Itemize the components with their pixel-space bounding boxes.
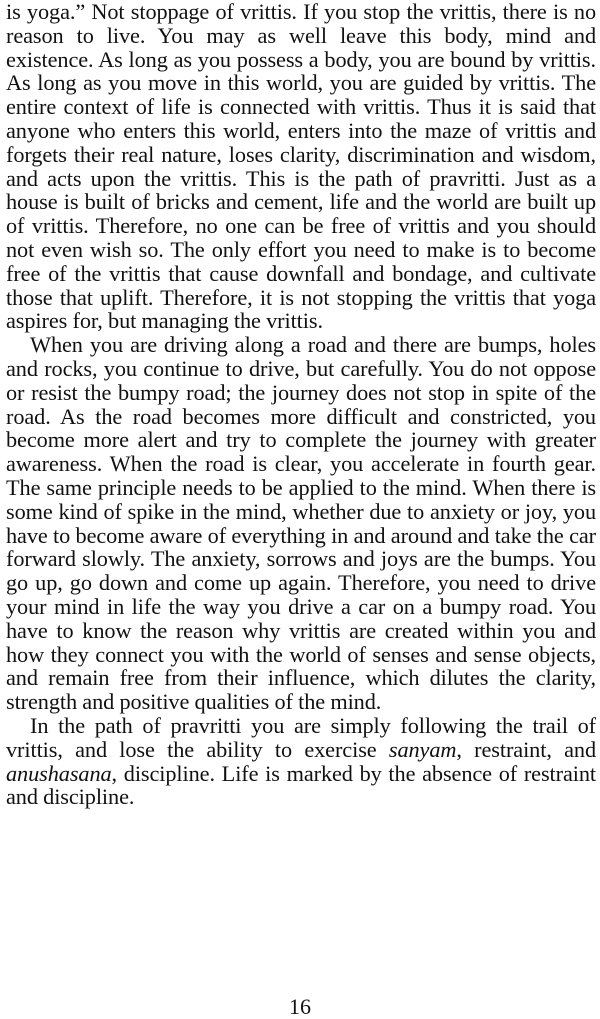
page-number: 16 [289,994,311,1019]
paragraph-2 [6,333,596,714]
paragraph-3 [6,714,596,809]
paragraph-1 [6,0,596,333]
paragraph-2-text: When you are driving along a road and there are bumps, holes and rocks, you continue to drive, but carefully. You do not oppose or resist the bumpy road; the journey does not stop in spite of the road. As the road becomes more difficult and constricted, you become more alert and try to complete the journey with greater awareness. When the road is clear, you accelerate in fourth gear. The same principle needs to be applied to the mind. When there is some kind of spike in the mind, whether due to anxiety or joy, you have to become aware of everything in and around and take the car forward slowly. The anxiety, sorrows and joys are the bumps. You go up, go down and come up again. Therefore, you need to drive your mind in life the way you drive a car on a bumpy road. You have to know the reason why vrittis are created within you and how they connect you with the world of senses and sense objects, and remain free from their influence, which dilutes the clarity, strength and positive qualities of the mind. [6,332,596,715]
paragraph-3-text-a: In the path of pravritti you are simply following the trail of vrittis, and lose the ability to exercise [6,712,596,762]
paragraph-1-text: is yoga.” Not stoppage of vrittis. If you stop the vrittis, there is no reason to live. You may as well leave this body, mind and existence. As long as you possess a body, you are bound by vrittis. As long as you move in this world, you are guided by vrittis. The entire context of life is connected with vrittis. Thus it is said that anyone who enters this world, enters into the maze of vrittis and forgets their real nature, loses clarity, discrimination and wisdom, and acts upon the vrittis. This is the path of pravritti. Just as a house is built of bricks and cement, life and the world are built up of vrittis. Therefore, no one can be free of vrittis and you should not even wish so. The only effort you need to make is to become free of the vrittis that cause downfall and bondage, and cultivate those that uplift. Therefore, it is not stopping the vrittis that yoga aspires for, but managing the vrittis. [6,0,596,334]
book-page [6,0,596,809]
term-anushasana: anushasana [6,760,112,786]
paragraph-3-text-c: , discipline. Life is marked by the absence of restraint and discipline. [6,760,596,810]
paragraph-3-text-b: , restraint, and [456,736,596,762]
term-sanyam: sanyam [388,736,457,762]
